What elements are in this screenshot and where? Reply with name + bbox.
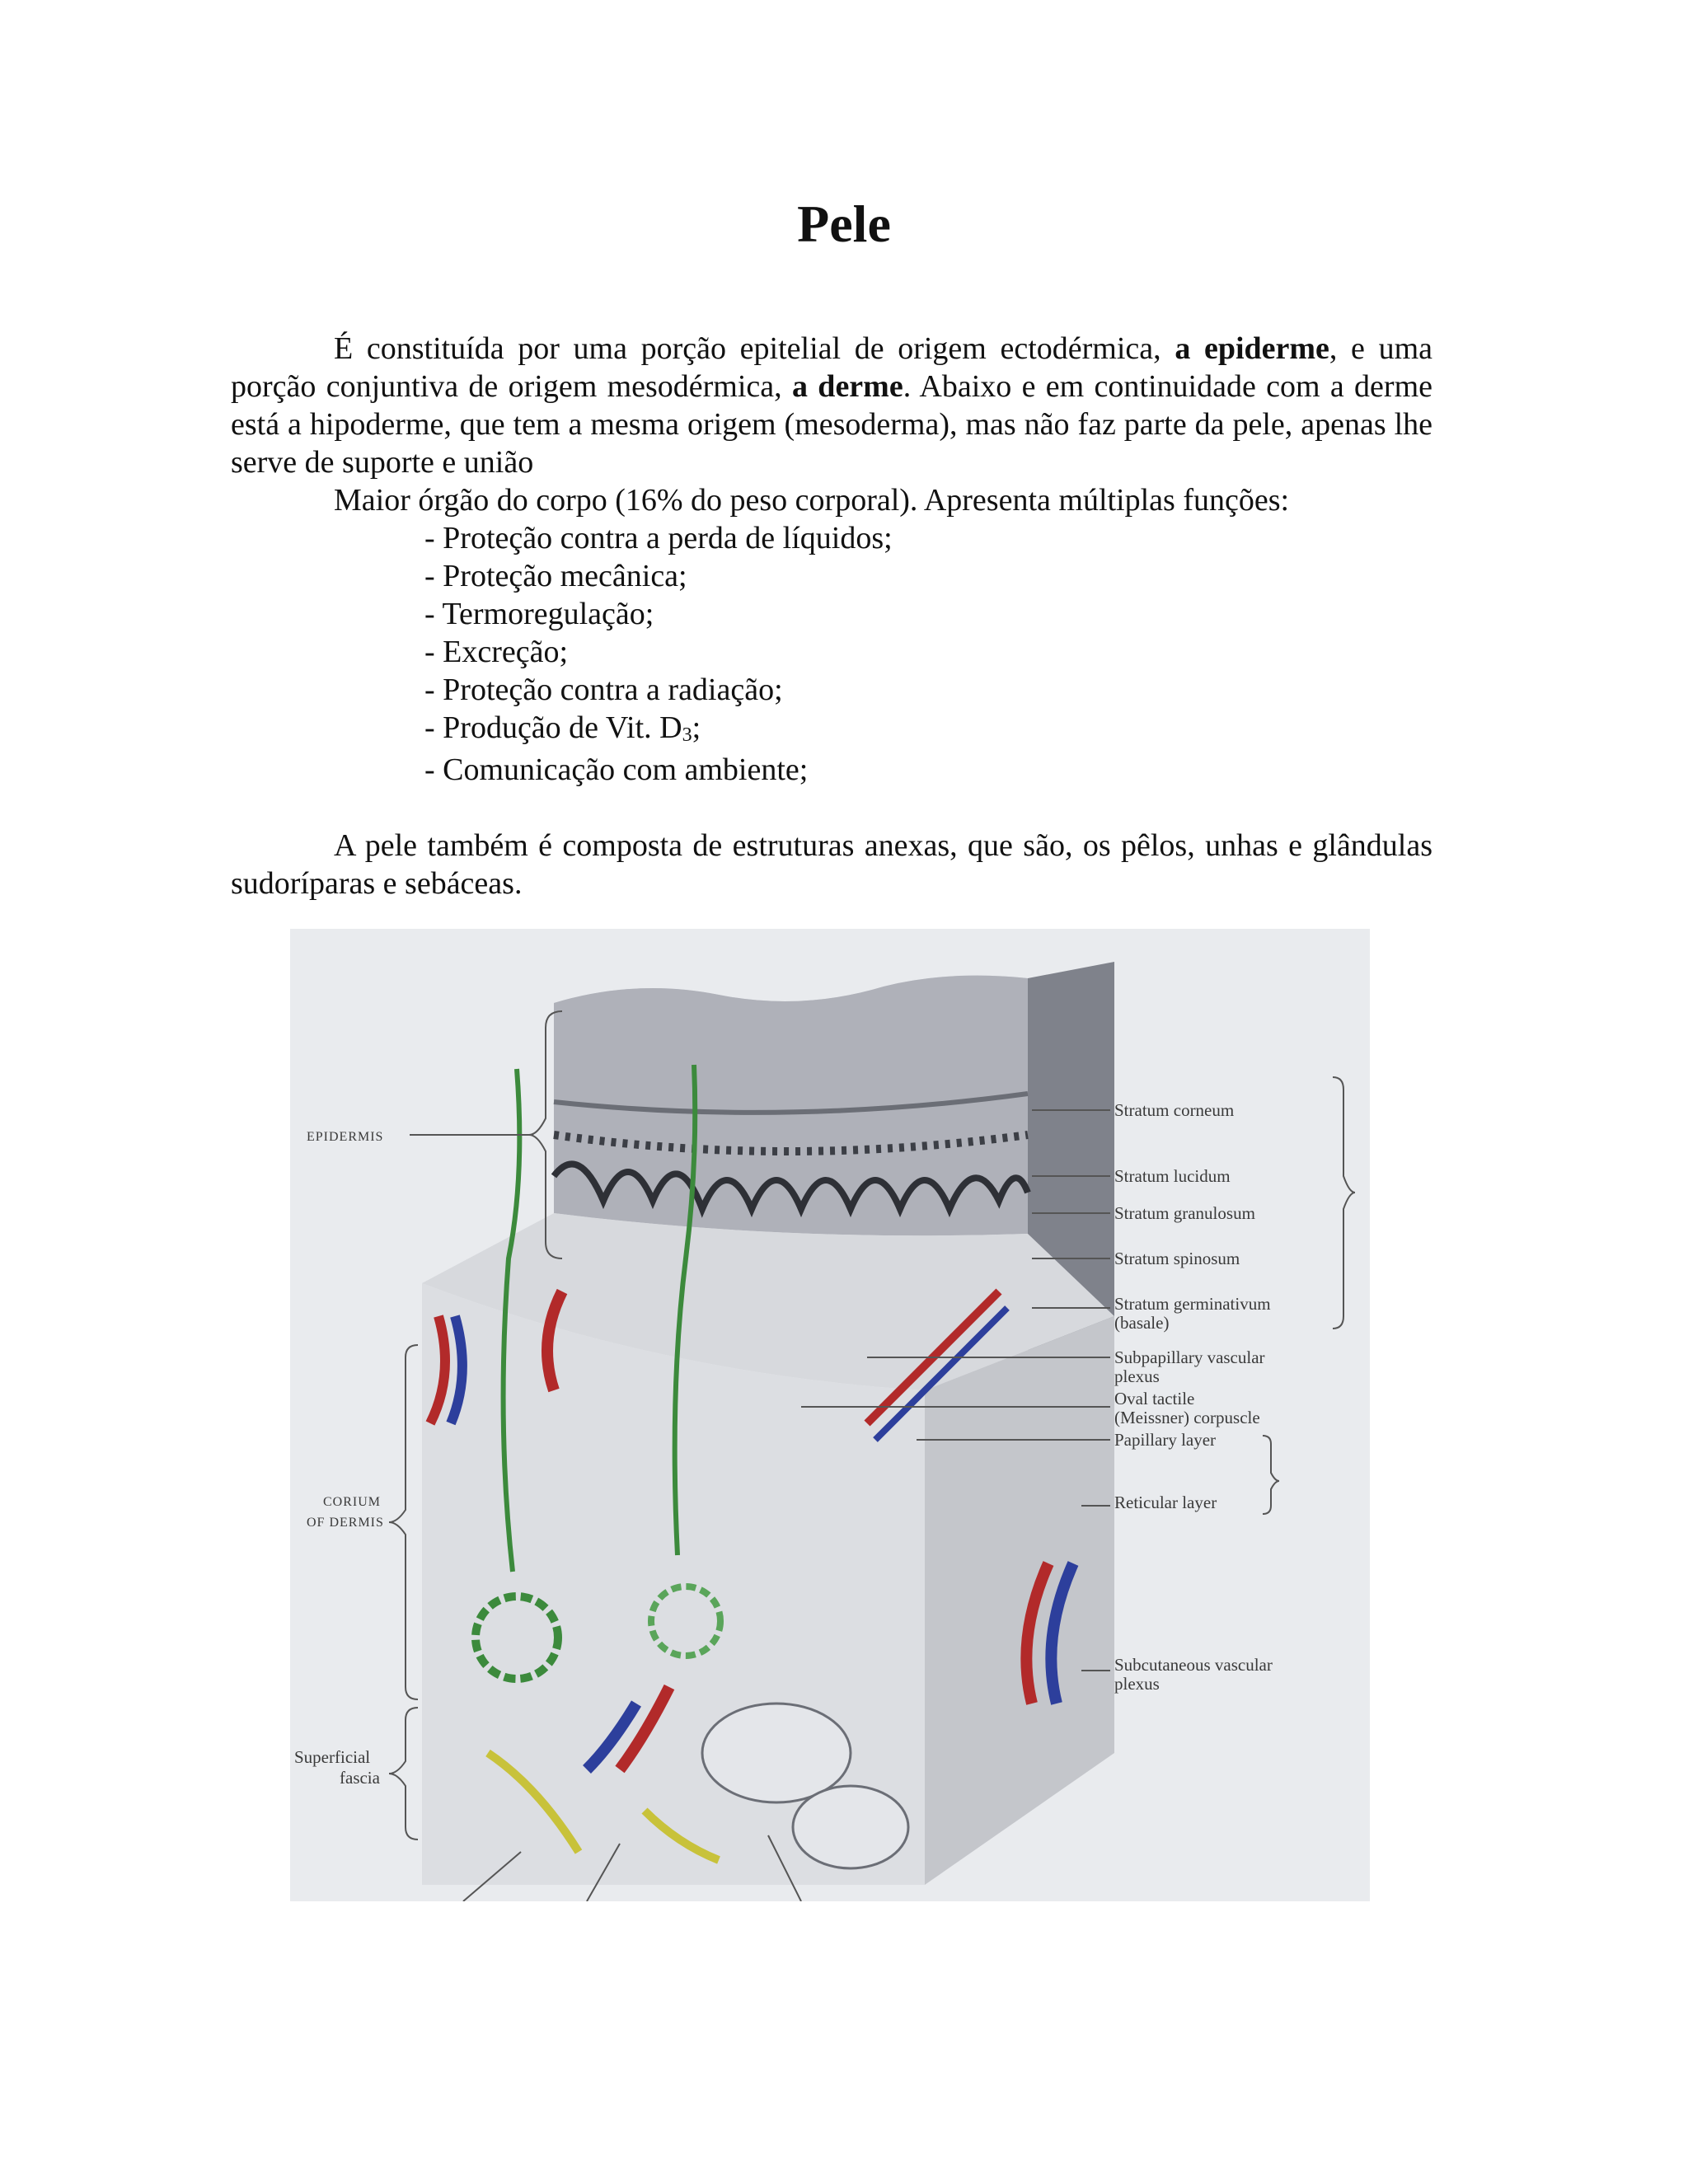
vitd-text: - Produção de Vit. D bbox=[424, 710, 682, 745]
intro-text-1: É constituída por uma porção epitelial de origem ectodérmica, bbox=[334, 331, 1175, 366]
dermis-layers-bracket bbox=[1263, 1436, 1279, 1514]
pacinian-corpuscle bbox=[702, 1704, 851, 1802]
label-basale: (basale) bbox=[1114, 1313, 1170, 1333]
term-dermis: a derme bbox=[791, 369, 903, 404]
label-meissner: (Meissner) corpuscle bbox=[1114, 1408, 1260, 1427]
document-body bbox=[231, 330, 1432, 902]
label-subcutaneous: Subcutaneous vascular bbox=[1114, 1655, 1273, 1675]
page-title: Pele bbox=[797, 194, 891, 253]
label-stratum-germinativum: Stratum germinativum bbox=[1114, 1294, 1271, 1314]
label-of-dermis: OF DERMIS bbox=[307, 1516, 384, 1530]
label-papillary-layer: Papillary layer bbox=[1114, 1430, 1217, 1450]
intro-text-2: , e uma porção conjuntiva de origem mesodérmica, bbox=[231, 331, 1432, 404]
label-reticular-layer: Reticular layer bbox=[1114, 1493, 1217, 1512]
label-fascia: fascia bbox=[340, 1768, 380, 1788]
list-item: - Proteção contra a perda de líquidos; bbox=[424, 521, 893, 555]
skin-diagram-figure bbox=[290, 929, 1370, 1901]
list-item: - Proteção mecânica; bbox=[424, 559, 687, 593]
stratum-bracket bbox=[1333, 1077, 1355, 1329]
intro-paragraph bbox=[231, 330, 1432, 481]
functions-intro: Maior órgão do corpo (16% do peso corporal). Apresenta múltiplas funções: bbox=[334, 483, 1290, 518]
label-subpapillary: Subpapillary vascular bbox=[1114, 1347, 1265, 1367]
list-item bbox=[424, 709, 1432, 751]
skin-block-illustration bbox=[290, 929, 1370, 1901]
list-item: - Proteção contra a radiação; bbox=[424, 673, 783, 707]
label-subpapillary-plexus: plexus bbox=[1114, 1366, 1160, 1386]
label-stratum-lucidum: Stratum lucidum bbox=[1114, 1166, 1231, 1186]
list-item: - Termoregulação; bbox=[424, 597, 654, 631]
list-item: - Comunicação com ambiente; bbox=[424, 752, 809, 787]
intro-text-3: . Abaixo e em continuidade com a derme está a hipoderme, que tem a mesma origem (mesoderma), mas não faz parte da pele, apenas lhe serve de suporte e união bbox=[231, 369, 1433, 480]
label-stratum-corneum: Stratum corneum bbox=[1114, 1100, 1235, 1120]
label-epidermis: EPIDERMIS bbox=[307, 1130, 384, 1144]
annexes-paragraph: A pele também é composta de estruturas anexas, que são, os pêlos, unhas e glândulas sudoríparas e sebáceas. bbox=[231, 828, 1432, 901]
fascia-bracket bbox=[389, 1708, 418, 1840]
label-stratum-spinosum: Stratum spinosum bbox=[1114, 1249, 1240, 1268]
dermis-bracket bbox=[389, 1345, 418, 1699]
label-oval-tactile: Oval tactile bbox=[1114, 1389, 1195, 1408]
pacinian-corpuscle bbox=[793, 1786, 908, 1868]
label-corium: CORIUM bbox=[323, 1495, 382, 1509]
list-item: - Excreção; bbox=[424, 635, 569, 669]
vitd-subscript: 3 bbox=[682, 724, 692, 746]
dermis-side-face bbox=[925, 1316, 1114, 1885]
label-stratum-granulosum: Stratum granulosum bbox=[1114, 1203, 1255, 1223]
label-subcutaneous-plexus: plexus bbox=[1114, 1674, 1160, 1694]
functions-list bbox=[231, 519, 1432, 789]
term-epidermis: a epiderme bbox=[1175, 331, 1329, 366]
vitd-tail: ; bbox=[692, 710, 701, 745]
label-superficial: Superficial bbox=[294, 1747, 371, 1767]
